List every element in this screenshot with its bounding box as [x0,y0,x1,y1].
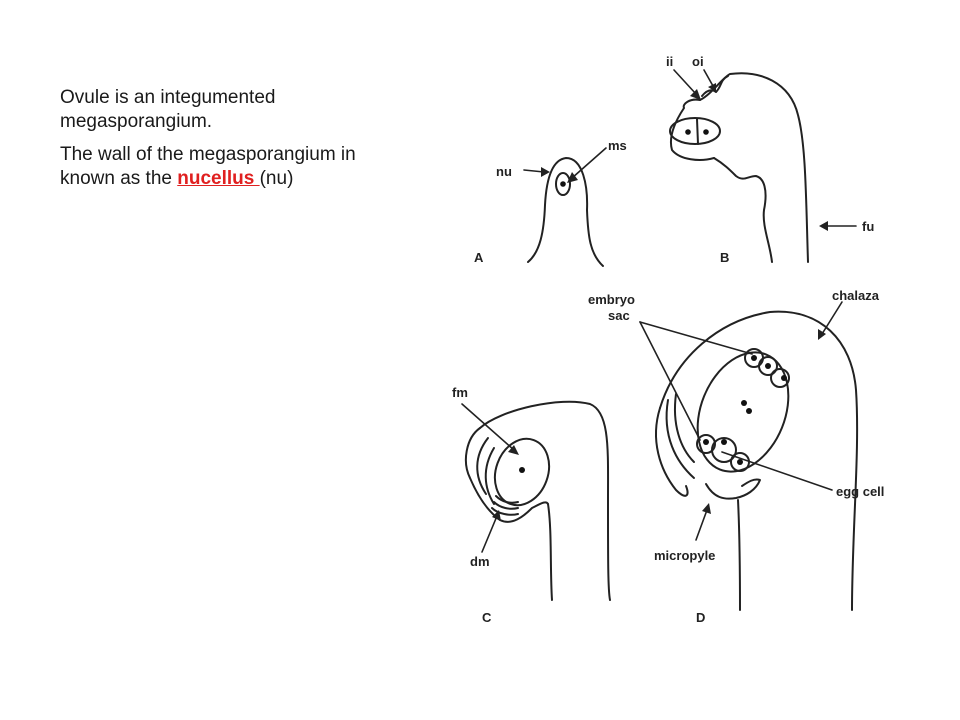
panel-b-funicle-outer [700,73,808,262]
paragraph-nucellus-suffix: (nu) [259,168,294,189]
panel-label-d: D [696,610,706,625]
panel-d-funicle-inner [738,500,740,610]
panel-label-a: A [474,250,484,265]
panel-c-integument-fold-2 [486,448,494,504]
panel-d-synergid-nucleus [703,439,709,445]
panel-d-micropyle-arrow [696,510,707,540]
panel-d-chalaza-arrow [822,302,842,334]
panel-b-ii-arrowhead [690,89,701,100]
panel-d-embryo-sac [681,339,805,485]
panel-d-polar-nucleus-1 [741,400,747,406]
label-dm: dm [470,554,490,569]
label-oi: oi [692,54,704,69]
panel-d-antipodal-nucleus-2 [765,363,771,369]
panel-c-degenerate-cells-1 [496,496,518,503]
label-egg-cell: egg cell [836,484,885,499]
panel-c-dm-arrow [482,516,497,552]
panel-b-nucellus-outline [670,118,720,144]
panel-d-synergid-nucleus-2 [737,459,743,465]
panel-b-nucleus-right [703,129,709,135]
panel-b-lower-contour [714,158,772,262]
panel-d-micropyle-arrowhead [702,503,711,514]
panel-a [474,138,627,266]
label-chalaza: chalaza [832,288,879,303]
panel-c-functional-megaspore-nucleus [519,467,525,473]
paragraph-nucellus-prefix: The wall of the megasporangium in known as the [60,144,356,189]
panel-c-funicle-inner [548,504,552,600]
paragraph-ovule-definition: Ovule is an integumented megasporangium. [60,87,276,132]
panel-b-fu-arrowhead [819,221,828,231]
label-sac: sac [608,308,630,323]
label-fm: fm [452,385,468,400]
panel-b-oi-arrow [704,70,713,86]
label-nu: nu [496,164,512,179]
panel-d-embryo-sac-pointer-2 [640,322,700,440]
panel-b [666,54,874,265]
panel-label-b: B [720,250,730,265]
panel-c-funicle-outer [480,402,610,600]
panel-c [452,385,610,625]
label-ii: ii [666,54,674,69]
label-fu: fu [862,219,875,234]
label-micropyle: micropyle [654,548,716,563]
panel-d-polar-nucleus-2 [746,408,752,414]
panel-d-antipodal-nucleus-3 [781,375,787,381]
panel-d-integument-left-1 [656,408,688,496]
panel-d [588,288,884,625]
panel-label-c: C [482,610,492,625]
panel-b-nucleus-left [685,129,691,135]
panel-d-micropyle-lips [706,479,760,498]
label-ms: ms [608,138,627,153]
label-embryo: embryo [588,292,635,307]
keyword-nucellus: nucellus [177,168,260,189]
panel-a-megaspore-nucleus [560,181,566,187]
panel-d-antipodal-nucleus-1 [751,355,757,361]
panel-b-dyad-wall [697,119,698,144]
panel-d-integument-left-3 [675,394,694,462]
panel-d-egg-nucleus [721,439,727,445]
panel-b-ii-arrow [674,70,696,94]
